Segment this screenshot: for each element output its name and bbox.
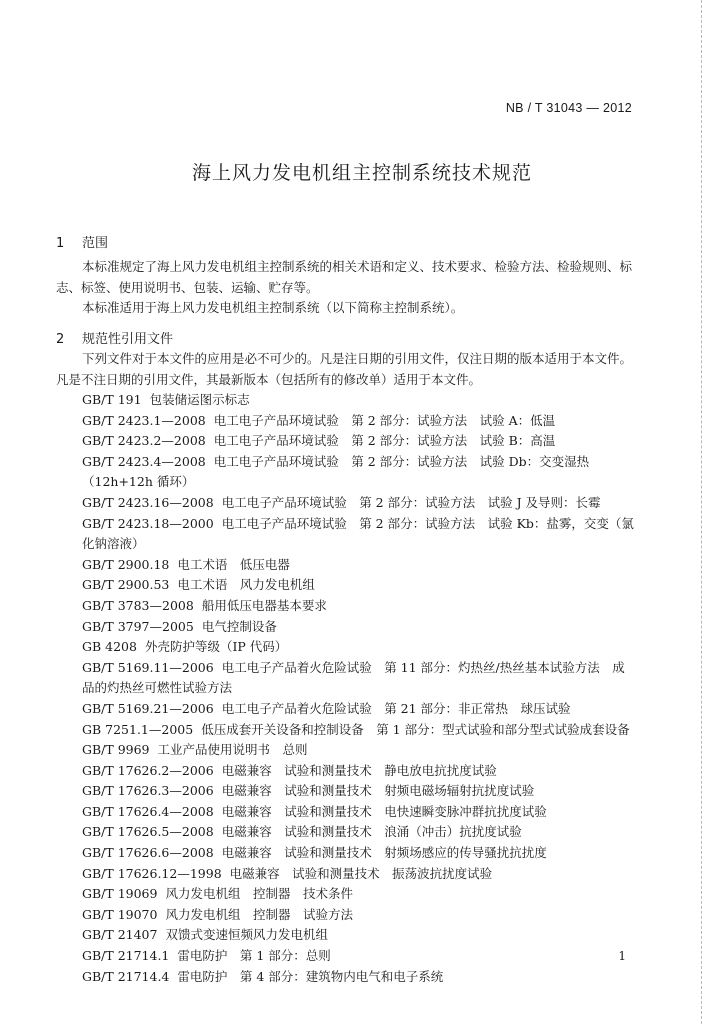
reference-code: GB/T 17626.5—2008	[82, 824, 214, 840]
section-2-heading	[56, 328, 173, 347]
reference-title: 电气控制设备	[201, 618, 277, 634]
reference-item	[56, 884, 636, 905]
reference-code: GB/T 21714.4	[82, 968, 170, 984]
reference-item	[56, 493, 636, 514]
reference-code: GB/T 9969	[82, 742, 150, 758]
scan-edge-line	[701, 0, 702, 1024]
reference-code: GB/T 2423.4—2008	[82, 453, 206, 469]
section-2-intro	[56, 349, 636, 390]
reference-title: 风力发电机组 控制器 技术条件	[165, 886, 353, 902]
reference-code: GB 4208	[82, 639, 137, 655]
reference-list	[56, 390, 636, 987]
reference-code: GB/T 17626.2—2006	[82, 762, 214, 778]
reference-item	[56, 864, 636, 885]
section-1-title: 范围	[82, 236, 109, 251]
reference-item	[56, 575, 636, 596]
reference-title: 船用低压电器基本要求	[201, 597, 327, 613]
reference-item	[56, 390, 636, 411]
reference-title: 电工电子产品环境试验 第 2 部分：试验方法 试验 Db：交变湿热（12h+12h 循环）	[82, 453, 590, 490]
reference-title: 工业产品使用说明书 总则	[157, 742, 308, 758]
reference-item	[56, 925, 636, 946]
reference-item	[56, 946, 636, 967]
reference-code: GB/T 3783—2008	[82, 597, 194, 613]
section-2-number: 2	[56, 332, 65, 347]
reference-title: 双馈式变速恒频风力发电机组	[165, 927, 328, 943]
reference-item	[56, 740, 636, 761]
reference-title: 电工电子产品环境试验 第 2 部分：试验方法 试验 A：低温	[213, 412, 556, 428]
reference-item	[56, 843, 636, 864]
reference-title: 电工电子产品环境试验 第 2 部分：试验方法 试验 Kb：盐雾，交变（氯化钠溶液）	[82, 515, 634, 552]
reference-item	[56, 761, 636, 782]
reference-title: 外壳防护等级（IP 代码）	[144, 639, 288, 655]
reference-title: 电工电子产品环境试验 第 2 部分：试验方法 试验 B：高温	[213, 433, 556, 449]
section-1-paragraph: 本标准规定了海上风力发电机组主控制系统的相关术语和定义、技术要求、检验方法、检验规则、标志、标签、使用说明书、包装、运输、贮存等。	[56, 259, 633, 295]
reference-code: GB/T 2900.18	[82, 556, 170, 572]
reference-code: GB/T 2423.2—2008	[82, 433, 206, 449]
reference-title: 电磁兼容 试验和测量技术 振荡波抗扰度试验	[229, 865, 493, 881]
page-number: 1	[618, 949, 626, 963]
reference-item	[56, 637, 636, 658]
standard-number: NB / T 31043 — 2012	[505, 101, 632, 115]
reference-item	[56, 431, 636, 452]
reference-item	[56, 658, 636, 699]
reference-title: 电磁兼容 试验和测量技术 射频场感应的传导骚扰抗扰度	[221, 845, 547, 861]
reference-title: 包装储运图示标志	[149, 392, 250, 407]
reference-code: GB 7251.1—2005	[82, 721, 194, 737]
section-1-paragraph: 本标准适用于海上风力发电机组主控制系统（以下简称主控制系统）。	[82, 300, 464, 315]
reference-item	[56, 411, 636, 432]
reference-code: GB/T 2423.1—2008	[82, 412, 206, 428]
reference-title: 电磁兼容 试验和测量技术 电快速瞬变脉冲群抗扰度试验	[221, 803, 547, 819]
reference-title: 电工电子产品着火危险试验 第 21 部分：非正常热 球压试验	[221, 700, 571, 716]
reference-title: 风力发电机组 控制器 试验方法	[165, 906, 353, 922]
reference-code: GB/T 2423.18—2000	[82, 515, 214, 531]
reference-item	[56, 514, 636, 555]
section-2-intro-paragraph: 下列文件对于本文件的应用是必不可少的。凡是注日期的引用文件，仅注日期的版本适用于本文件。凡是不注日期的引用文件，其最新版本（包括所有的修改单）适用于本文件。	[56, 351, 633, 387]
reference-title: 电磁兼容 试验和测量技术 射频电磁场辐射抗扰度试验	[221, 783, 535, 799]
reference-item	[56, 802, 636, 823]
reference-code: GB/T 3797—2005	[82, 618, 194, 634]
reference-code: GB/T 17626.3—2006	[82, 783, 214, 799]
reference-title: 低压成套开关设备和控制设备 第 1 部分：型式试验和部分型式试验成套设备	[201, 721, 630, 737]
section-1-heading	[56, 232, 108, 251]
reference-code: GB/T 17626.6—2008	[82, 845, 214, 861]
reference-code: GB/T 21714.1	[82, 948, 170, 964]
reference-title: 电工电子产品着火危险试验 第 11 部分：灼热丝/热丝基本试验方法 成品的灼热丝可燃性试验方法	[82, 659, 625, 696]
reference-code: GB/T 17626.4—2008	[82, 803, 214, 819]
reference-item	[56, 822, 636, 843]
reference-item	[56, 720, 636, 741]
reference-item	[56, 596, 636, 617]
reference-item	[56, 781, 636, 802]
section-2-title: 规范性引用文件	[82, 332, 174, 347]
section-1-number: 1	[56, 236, 65, 251]
reference-item	[56, 699, 636, 720]
reference-code: GB/T 5169.11—2006	[82, 659, 214, 675]
reference-code: GB/T 19070	[82, 906, 158, 922]
reference-code: GB/T 191	[82, 392, 142, 407]
reference-code: GB/T 21407	[82, 927, 158, 943]
reference-item	[56, 452, 636, 493]
reference-title: 电工术语 低压电器	[177, 556, 290, 572]
reference-code: GB/T 17626.12—1998	[82, 865, 222, 881]
reference-title: 雷电防护 第 1 部分：总则	[177, 948, 331, 964]
document-title: 海上风力发电机组主控制系统技术规范	[191, 162, 532, 184]
reference-item	[56, 905, 636, 926]
reference-item	[56, 617, 636, 638]
reference-title: 电磁兼容 试验和测量技术 浪涌（冲击）抗扰度试验	[221, 824, 522, 840]
reference-code: GB/T 2423.16—2008	[82, 494, 214, 510]
reference-title: 电工术语 风力发电机组	[177, 577, 315, 593]
reference-title: 电磁兼容 试验和测量技术 静电放电抗扰度试验	[221, 762, 497, 778]
reference-code: GB/T 19069	[82, 886, 158, 902]
section-1-body	[56, 257, 636, 319]
reference-title: 雷电防护 第 4 部分：建筑物内电气和电子系统	[177, 968, 444, 984]
reference-item	[56, 967, 636, 988]
reference-item	[56, 555, 636, 576]
reference-title: 电工电子产品环境试验 第 2 部分：试验方法 试验 J 及导则：长霉	[221, 494, 601, 510]
reference-code: GB/T 5169.21—2006	[82, 700, 214, 716]
reference-code: GB/T 2900.53	[82, 577, 170, 593]
